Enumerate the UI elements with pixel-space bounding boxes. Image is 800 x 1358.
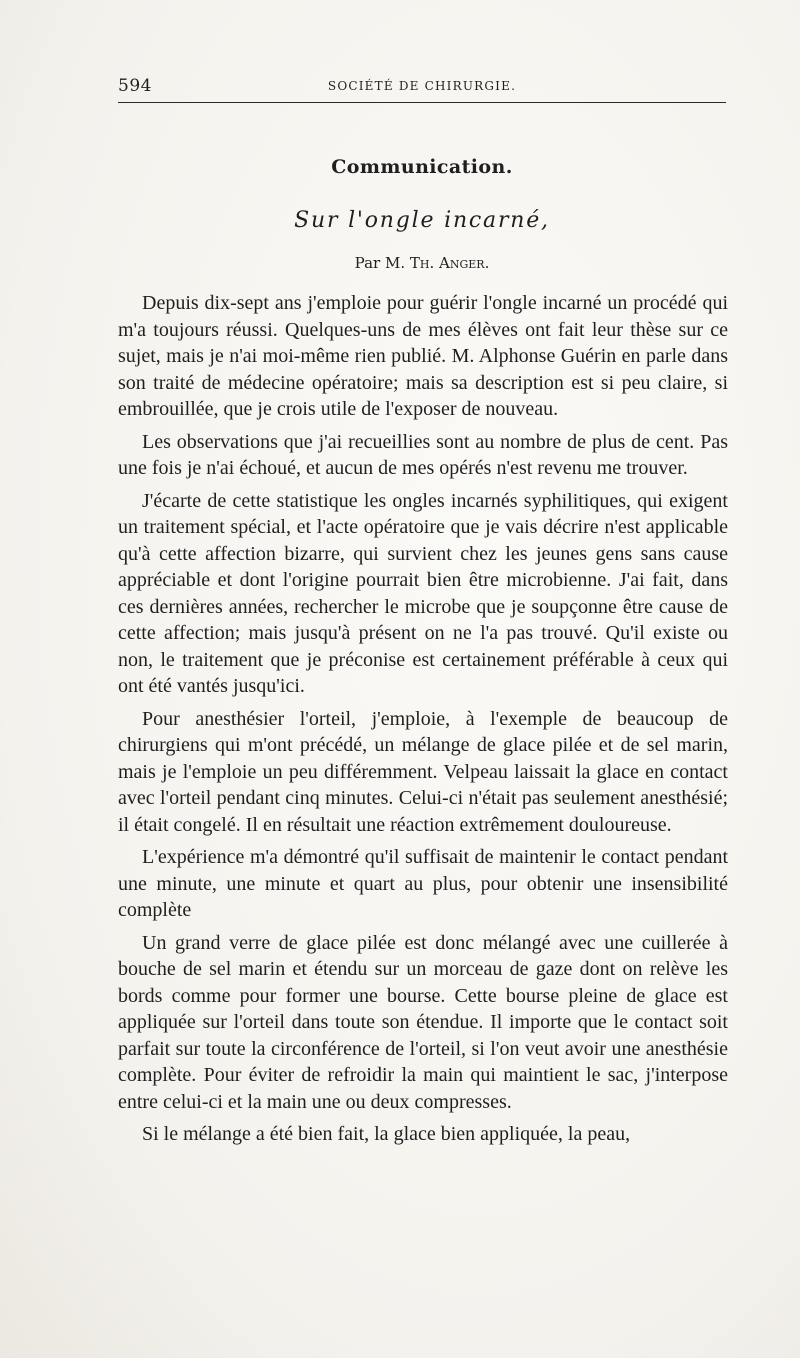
article-body [118,290,728,1154]
paragraph-5: L'expérience m'a démontré qu'il suffisait de maintenir le contact pendant une minute, une minute et quart au plus, pour obtenir une insensibilité complète [118,846,728,921]
paragraph-3: J'écarte de cette statistique les ongles incarnés syphilitiques, qui exigent un traitement spécial, et l'acte opératoire que je vais décrire n'est applicable qu'à cette affection bizarre, qui survient chez les jeunes gens sans cause appréciable et dont l'origine pourrait bien être microbienne. J'ai fait, dans ces dernières années, rechercher le microbe que je soupçonne être cause de cette affection; mais jusqu'à présent on ne l'a pas trouvé. Qu'il existe ou non, le traitement que je préconise est certainement préférable à ceux qui ont été vantés jusqu'ici. [118,489,728,697]
running-title: SOCIÉTÉ DE CHIRURGIE. [327,79,517,93]
byline-prefix: Par M. [354,254,406,272]
article-title: Sur l'ongle incarné, [294,208,550,233]
paragraph-6: Un grand verre de glace pilée est donc mélangé avec une cuillerée à bouche de sel marin et étendu sur un morceau de gaze dont on relève les bords comme pour former une bourse. Cette bourse pleine de glace est appliquée sur l'orteil dans toute son étendue. Il importe que le contact soit parfait sur toute la circonférence de l'orteil, si l'on veut avoir une anesthésie complète. Pour éviter de refroidir la main qui maintient le sac, j'interpose entre celui-ci et la main une ou deux compresses. [118,931,728,1113]
paragraph-1: Depuis dix-sept ans j'emploie pour guérir l'ongle incarné un procédé qui m'a toujours réussi. Quelques-uns de mes élèves ont fait leur thèse sur ce sujet, mais je n'ai moi-même rien publié. M. Alphonse Guérin en parle dans son traité de médecine opératoire; mais sa description est si peu claire, si embrouillée, que je crois utile de l'exposer de nouveau. [118,292,728,420]
running-head [118,72,726,103]
paragraph-7: Si le mélange a été bien fait, la glace bien appliquée, la peau, [142,1123,631,1145]
section-heading: Communication. [331,156,513,178]
paragraph-2: Les observations que j'ai recueillies sont au nombre de plus de cent. Pas une fois je n'ai échoué, et aucun de mes opérés n'est revenu me trouver. [118,430,728,479]
byline-author: Th. Anger. [409,254,490,272]
byline [118,254,726,272]
page-number: 594 [118,76,152,96]
paragraph-4: Pour anesthésier l'orteil, j'emploie, à l'exemple de beaucoup de chirurgiens qui m'ont précédé, un mélange de glace pilée et de sel marin, mais je l'emploie un peu différemment. Velpeau laissait la glace en contact avec l'orteil pendant cinq minutes. Celui-ci n'était pas seulement anesthésié; il était congelé. Il en résultait une réaction extrêmement douloureuse. [118,707,728,836]
